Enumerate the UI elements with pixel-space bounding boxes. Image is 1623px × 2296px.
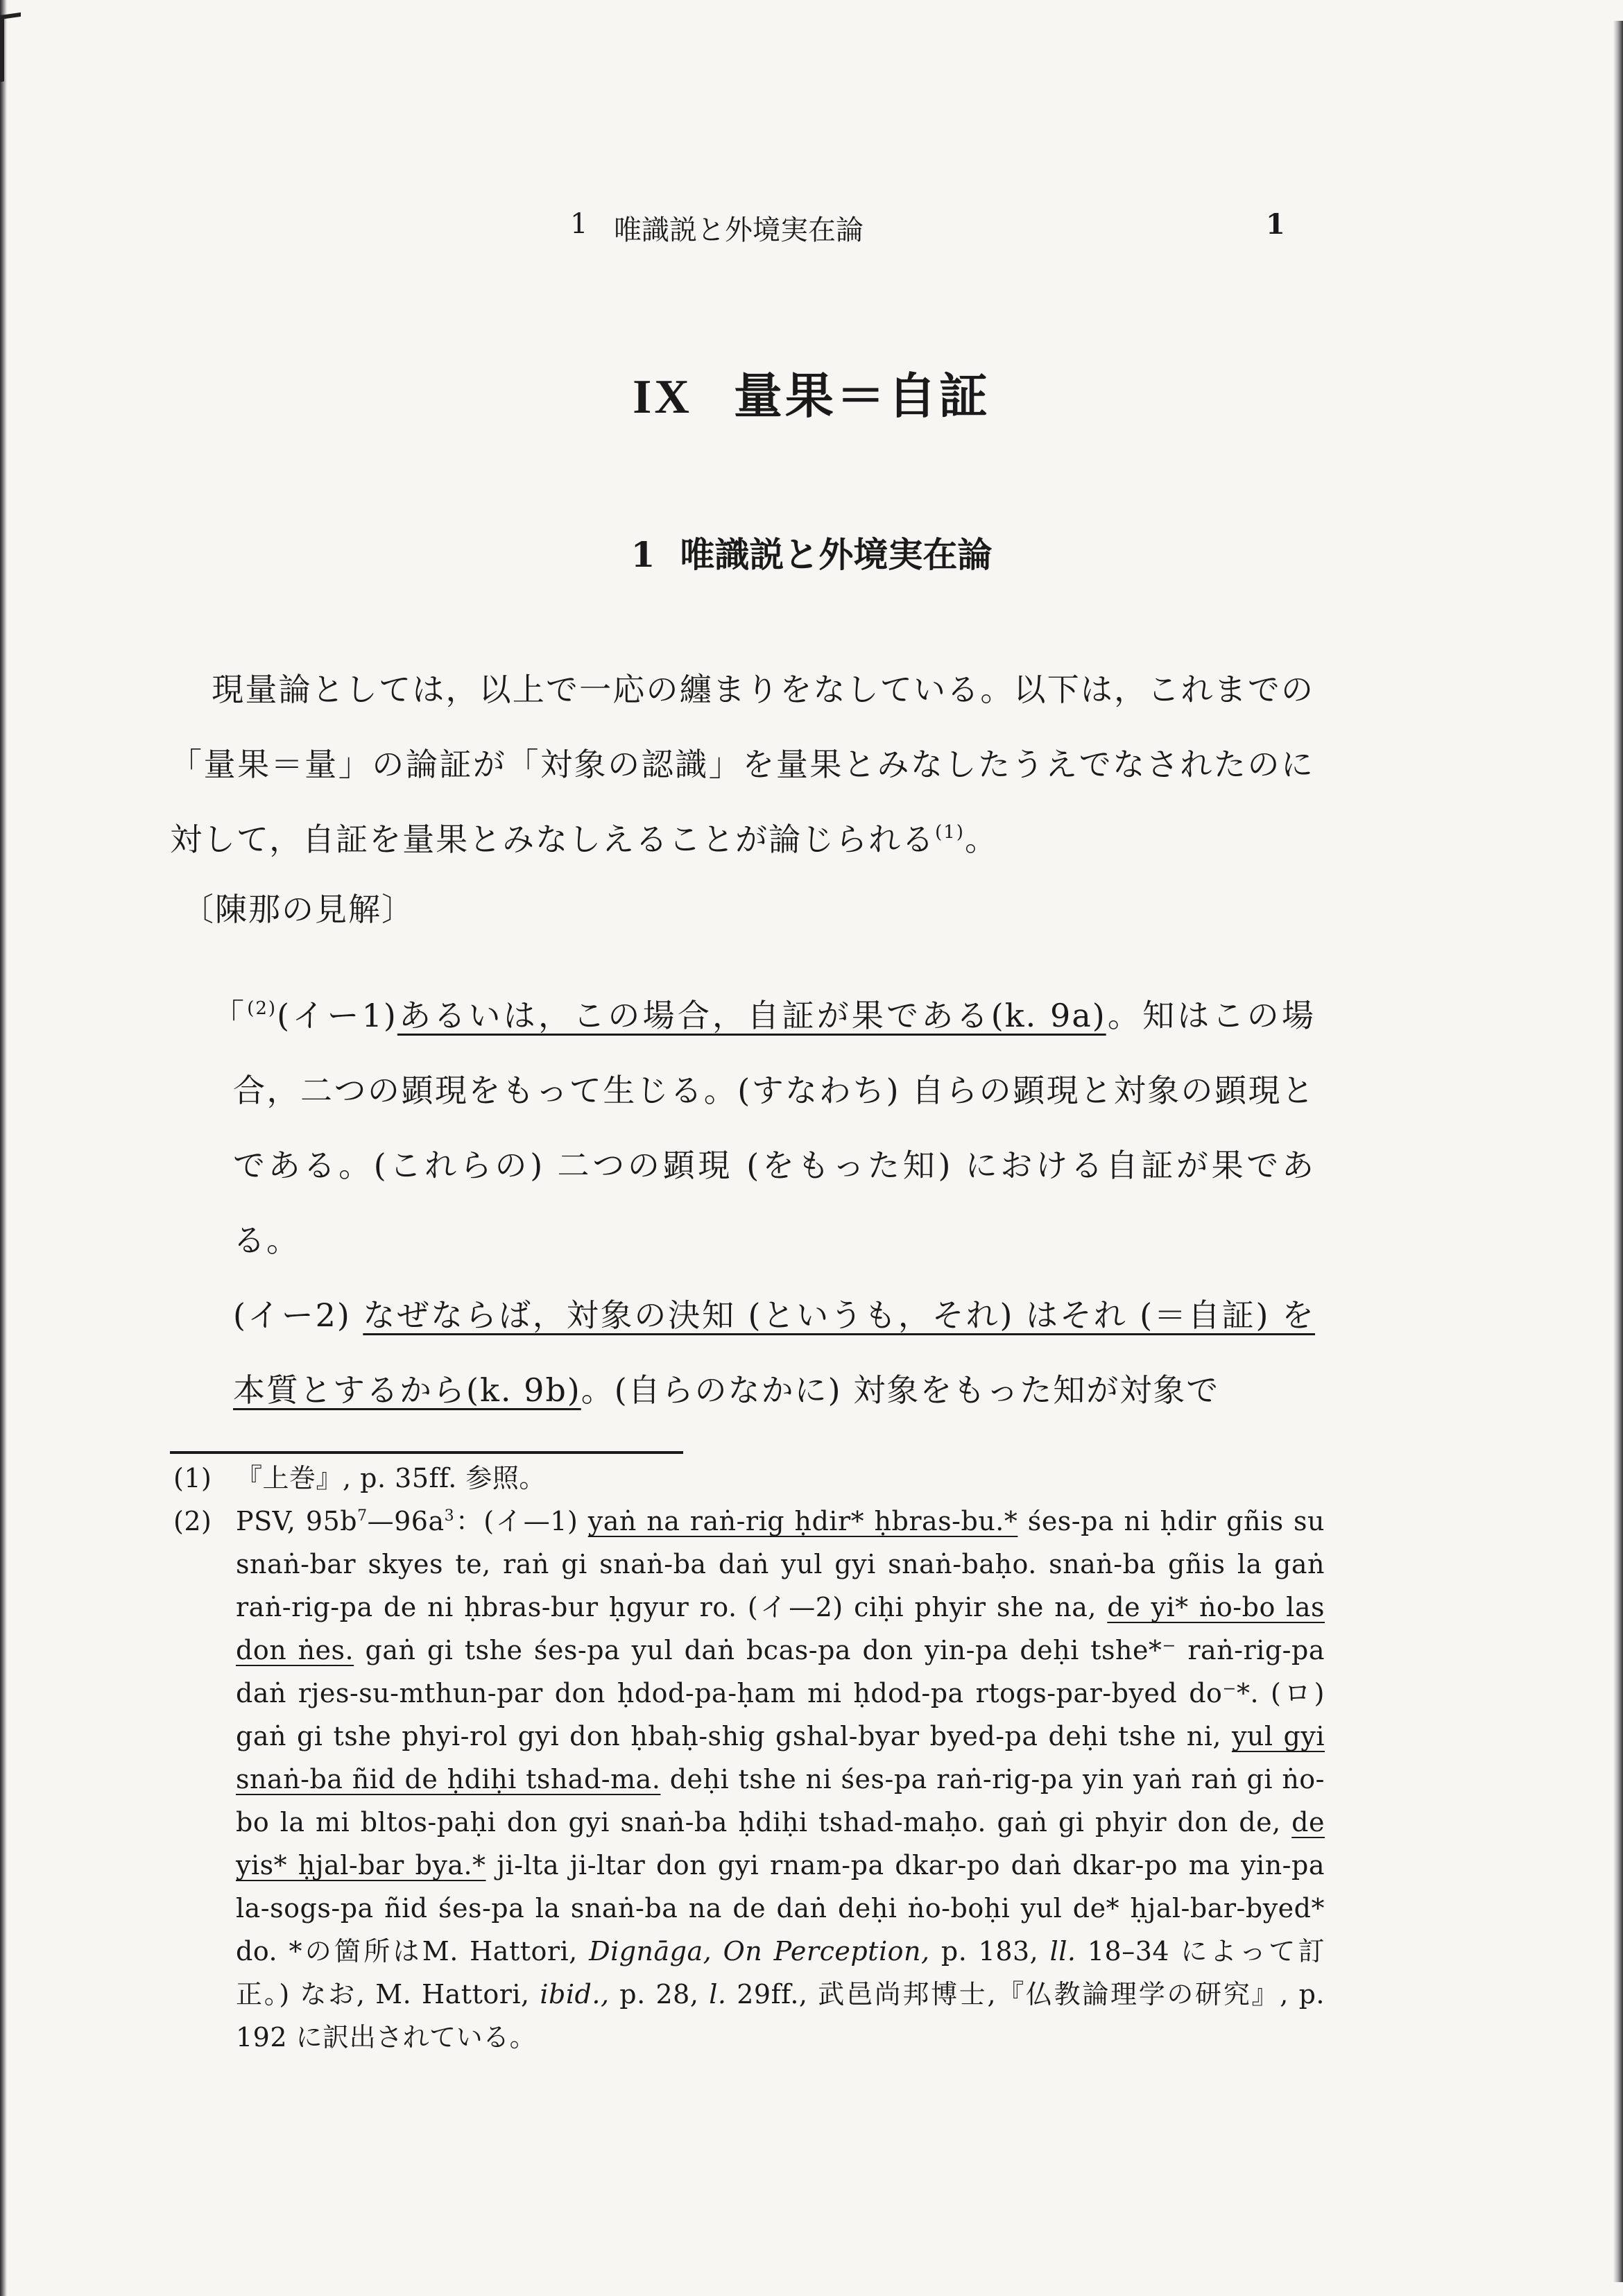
subheading: 〔陳那の見解〕	[182, 891, 415, 928]
scan-corner-mark	[0, 12, 21, 82]
quotation-block	[212, 978, 1316, 1428]
fn2-underlined: yul gyi snaṅ-ba ñid de ḥdiḥi tshad-ma.	[236, 1721, 1325, 1794]
fn2-sup: 7	[357, 1507, 368, 1525]
fn2-seg: ji-lta ji-ltar don gyi rnam-pa dkar-po daṅ dkar-po ma yin-pa la-sogs-pa ñid śes-pa la snaṅ-ba na de daṅ deḥi ṅo-boḥi yul de* ḥjal-bar-byed* do. *の箇所はM. Hattori,	[236, 1850, 1325, 1967]
intro-paragraph-text: 現量論としては，以上で一応の纏まりをなしている。以下は，これまでの「量果＝量」の論証が「対象の認識」を量果とみなしたうえでなされたのに対して，自証を量果とみなしえることが論じられる	[170, 671, 1314, 858]
quote-text-1: 。知はこの場合，二つの顕現をもって生じる。(すなわち) 自らの顕現と対象の顕現とである。(これらの) 二つの顕現 (をもった知) における自証が果である。	[233, 997, 1316, 1259]
chapter-number: IX	[633, 370, 692, 424]
fn2-italic: ll.	[1049, 1936, 1076, 1967]
footnote-2	[166, 1500, 1325, 2059]
quote-paragraph-2	[233, 1278, 1315, 1428]
page-number: 1	[1266, 208, 1285, 241]
fn2-seg: 29ff., 武邑尚邦博士,『仏教論理学の研究』, p. 192 に訳出されている。	[236, 1979, 1325, 2053]
fn2-italic: Dignāga, On Perception,	[589, 1936, 930, 1967]
scan-edge-left	[0, 0, 7, 2296]
section-title	[0, 527, 1623, 577]
footnote-ref-1: (1)	[935, 822, 965, 843]
quote-label-1: (イー1)	[277, 997, 397, 1034]
section-title-text: 唯識説と外境実在論	[680, 534, 993, 575]
intro-paragraph	[170, 652, 1314, 877]
chapter-title-text: 量果＝自証	[733, 367, 990, 425]
quote-underlined-2: なぜならば，対象の決知 (というも，それ) はそれ (＝自証) を本質とするから(k. 9b)	[233, 1296, 1316, 1409]
fn2-underlined: yaṅ na raṅ-rig ḥdir* ḥbras-bu.*	[587, 1506, 1018, 1536]
fn2-sup: 3	[444, 1507, 455, 1525]
footnote-1	[166, 1457, 1325, 1500]
fn2-seg: p. 28,	[609, 1979, 710, 2010]
intro-paragraph-end: 。	[964, 821, 998, 858]
fn2-seg: śes-pa ni ḥdir gñis su snaṅ-bar skyes te, raṅ gi snaṅ-ba daṅ yul gyi snaṅ-baḥo. snaṅ-ba gñis la gaṅ raṅ-rig-pa de ni ḥbras-bur ḥgyur ro. (イ—2) ciḥi phyir she na,	[236, 1506, 1325, 1622]
running-head	[0, 208, 1623, 250]
fn2-seg: —96a	[367, 1506, 445, 1536]
fn2-underlined: de yis* ḥjal-bar bya.*	[236, 1807, 1325, 1881]
fn2-italic: ibid.,	[540, 1979, 610, 2010]
quote-paragraph-1	[212, 978, 1316, 1278]
fn2-italic: l.	[709, 1979, 727, 2010]
fn2-seg: 18–34 によって訂正。) なお, M. Hattori,	[236, 1936, 1325, 2010]
footnote-ref-2: (2)	[247, 998, 277, 1019]
footnote-mark-1: (1)	[173, 1463, 212, 1493]
fn2-seg: ：(イ—1)	[454, 1506, 588, 1536]
footnote-mark-2: (2)	[173, 1506, 212, 1536]
fn2-underlined: de yi* ṅo-bo las don ṅes.	[236, 1592, 1325, 1665]
footnote-1-text: 『上巻』, p. 35ff. 参照。	[236, 1463, 546, 1493]
footnotes	[166, 1457, 1325, 2059]
section-number: 1	[630, 534, 655, 575]
quote-open-bracket: 「	[212, 997, 248, 1034]
footnote-divider	[170, 1451, 683, 1454]
fn2-seg: PSV, 95b	[236, 1506, 358, 1536]
running-head-section-number: 1	[570, 208, 588, 240]
quote-text-2: 。(自らのなかに) 対象をもった知が対象で	[581, 1371, 1220, 1409]
fn2-seg: deḥi tshe ni śes-pa raṅ-rig-pa yin yaṅ raṅ gi ṅo-bo la mi bltos-paḥi don gyi snaṅ-ba ḥdiḥi tshad-maḥo. gaṅ gi phyir don de,	[236, 1764, 1325, 1837]
quote-label-2: (イー2)	[233, 1296, 351, 1334]
chapter-title	[0, 357, 1623, 427]
quote-underlined-1: あるいは，この場合，自証が果である(k. 9a)	[397, 997, 1106, 1034]
fn2-seg: p. 183,	[929, 1936, 1050, 1967]
running-head-title: 唯識説と外境実在論	[614, 214, 864, 246]
fn2-seg: gaṅ gi tshe śes-pa yul daṅ bcas-pa don yin-pa deḥi tshe*⁻ raṅ-rig-pa daṅ rjes-su-mthun-par don ḥdod-pa-ḥam mi ḥdod-pa rtogs-par-byed do⁻*. (ロ) gaṅ gi tshe phyi-rol gyi don ḥbaḥ-shig gshal-byar byed-pa deḥi tshe ni,	[236, 1635, 1325, 1751]
footnote-2-text	[236, 1500, 1325, 2059]
